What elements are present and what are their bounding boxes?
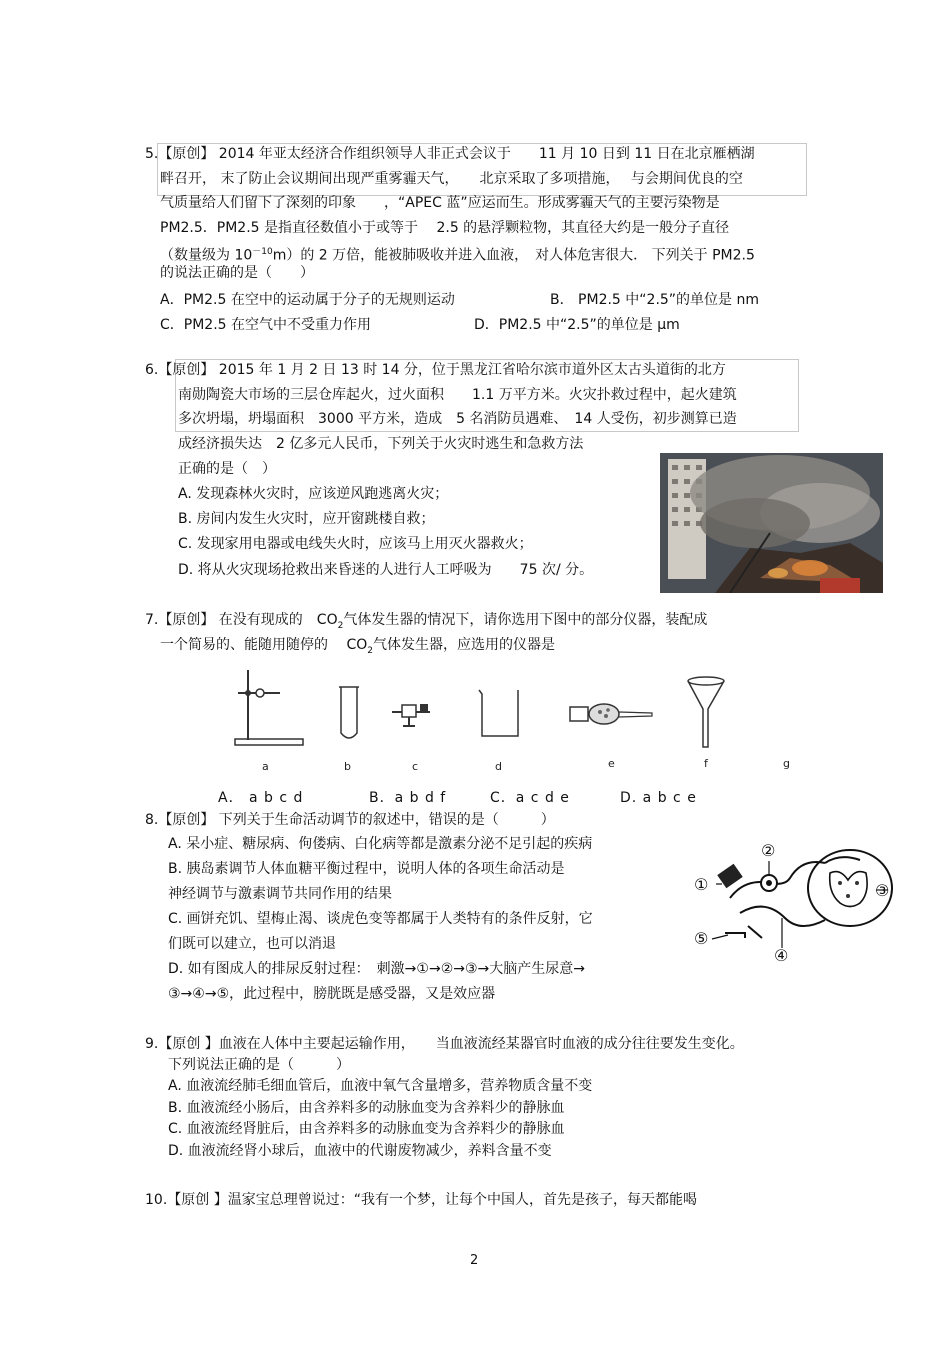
q9-line-1: 9.【原创 】血液在人体中主要起运输作用， 当血液流经某器官时血液的成分往往要发生变化。	[145, 1036, 744, 1052]
q7-option-b: B．a b d f	[369, 790, 447, 806]
q8-option-b-line-1: B. 胰岛素调节人体血糖平衡过程中，说明人体的各项生命活动是	[168, 861, 565, 877]
q5-option-b: B． PM2.5 中“2.5”的单位是 nm	[550, 292, 760, 308]
q9-option-d: D. 血液流经肾小球后，血液中的代谢废物减少，养料含量不变	[168, 1143, 552, 1159]
q9-option-b: B. 血液流经小肠后，由含养料多的动脉血变为含养料少的静脉血	[168, 1100, 565, 1116]
apparatus-label-b: b	[344, 760, 351, 773]
q8-option-a: A. 呆小症、糖尿病、佝偻病、白化病等都是激素分泌不足引起的疾病	[168, 836, 593, 852]
q9-option-a: A. 血液流经肺毛细血管后，血液中氧气含量增多，营养物质含量不变	[168, 1078, 593, 1094]
apparatus-label-c: c	[412, 760, 419, 773]
q7-line-1-end: 气体发生器的情况下，请你选用下图中的部分仪器，装配成	[343, 612, 708, 628]
q6-option-c: C. 发现家用电器或电线失火时，应该马上用灭火器救火；	[178, 536, 533, 552]
q5-line-5-end: m）的 2 万倍，能被肺吸收并进入血液， 对人体危害很大． 下列关于 PM2.5	[272, 247, 755, 264]
q8-option-c-line-2: 们既可以建立，也可以消退	[168, 936, 336, 952]
q9-option-c: C. 血液流经肾脏后，由含养料多的动脉血变为含养料少的静脉血	[168, 1121, 565, 1137]
q5-line-5-start: （数量级为 10	[160, 247, 253, 264]
q5-line-2: 畔召开， 末了防止会议期间出现严重雾霾天气， 北京采取了多项措施， 与会期间优良的空	[160, 171, 743, 187]
q7-subscript-2: 2	[367, 645, 373, 656]
q6-line-3: 多次坍塌，坍塌面积 3000 平方米，造成 5 名消防员遇难、 14 人受伤，初步测算已造	[178, 411, 737, 427]
reflex-label-2: ②	[761, 841, 776, 860]
q9-line-2: 下列说法正确的是（ ）	[168, 1057, 350, 1073]
q7-option-a: A． a b c d	[218, 790, 304, 806]
q5-option-d: D．PM2.5 中“2.5”的单位是 μm	[474, 317, 680, 333]
q5-exponent: －10	[252, 247, 273, 257]
reflex-label-3: ③	[875, 881, 890, 900]
fire-scene-photo	[660, 453, 883, 593]
reflex-label-5: ⑤	[694, 929, 709, 948]
q6-option-d: D. 将从火灾现场抢救出来昏迷的人进行人工呼吸为 75 次/ 分。	[178, 562, 594, 578]
q7-line-1-start: 7.【原创】 在没有现成的 CO	[145, 612, 338, 628]
q5-line-6: 的说法正确的是（ ）	[160, 265, 314, 281]
apparatus-label-g: g	[783, 757, 790, 770]
q7-subscript-1: 2	[337, 620, 344, 631]
apparatus-label-e: e	[608, 757, 615, 770]
q7-line-2-end: 气体发生器，应选用的仪器是	[372, 637, 555, 653]
apparatus-label-a: a	[262, 760, 269, 773]
tube-clamp-drawing	[390, 700, 435, 735]
q6-line-1: 6.【原创】 2015 年 1 月 2 日 13 时 14 分，位于黑龙江省哈尔滨市道外区太古头道街的北方	[145, 362, 726, 378]
iron-stand-drawing	[230, 665, 310, 750]
q8-option-c-line-1: C. 画饼充饥、望梅止渴、谈虎色变等都属于人类特有的条件反射，它	[168, 911, 593, 927]
q5-option-c: C．PM2.5 在空气中不受重力作用	[160, 317, 372, 333]
bulb-with-tube-drawing	[566, 700, 656, 730]
q8-option-d-line-2: ③→④→⑤，此过程中，膀胱既是感受器，又是效应器	[168, 986, 496, 1002]
page-number: 2	[470, 1253, 479, 1268]
q5-line-4: PM2.5．PM2.5 是指直径数值小于或等于 2.5 的悬浮颗粒物，其直径大约是一般分子直径	[160, 220, 730, 236]
q6-line-2: 南勋陶瓷大市场的三层仓库起火，过火面积 1.1 万平方米。火灾扑救过程中，起火建筑	[178, 387, 737, 403]
q6-line-5: 正确的是（ ）	[178, 461, 276, 477]
q5-line-5	[160, 243, 755, 265]
q7-line-1	[145, 611, 707, 635]
q6-option-b: B. 房间内发生火灾时，应开窗跳楼自救；	[178, 511, 435, 527]
apparatus-label-d: d	[495, 760, 502, 773]
q7-option-c: C．a c d e	[490, 790, 570, 806]
q8-line-1: 8.【原创】 下列关于生命活动调节的叙述中，错误的是（ ）	[145, 812, 555, 828]
q6-option-a: A. 发现森林火灾时，应该逆风跑逃离火灾；	[178, 486, 449, 502]
q7-line-2-start: 一个简易的、能随用随停的 CO	[160, 637, 368, 653]
reflex-label-4: ④	[774, 946, 789, 965]
q10-line-1: 10.【原创 】温家宝总理曾说过：“我有一个梦，让每个中国人，首先是孩子，每天都能喝	[145, 1192, 697, 1208]
apparatus-label-f: f	[704, 757, 708, 770]
reflex-arc-figure	[690, 838, 895, 968]
fire-scene-illustration	[660, 453, 883, 593]
q8-option-b-line-2: 神经调节与激素调节共同作用的结果	[168, 886, 392, 902]
beaker-drawing	[476, 688, 524, 740]
test-tube-drawing	[338, 685, 360, 745]
q7-line-2	[160, 636, 555, 660]
funnel-drawing	[684, 675, 728, 750]
reflex-label-1: ①	[694, 875, 709, 894]
q6-line-4: 成经济损失达 2 亿多元人民币，下列关于火灾时逃生和急救方法	[178, 436, 584, 452]
q5-line-1: 5.【原创】 2014 年亚太经济合作组织领导人非正式会议于 11 月 10 日到 11 日在北京雁栖湖	[145, 146, 755, 162]
q5-line-3: 气质量给人们留下了深刻的印象 ，“APEC 蓝”应运而生。形成雾霾天气的主要污染物是	[160, 195, 720, 211]
q5-option-a: A．PM2.5 在空中的运动属于分子的无规则运动	[160, 292, 455, 308]
q7-option-d: D. a b c e	[620, 790, 697, 806]
q8-option-d-line-1: D. 如有图成人的排尿反射过程： 刺激→①→②→③→大脑产生尿意→	[168, 961, 585, 977]
